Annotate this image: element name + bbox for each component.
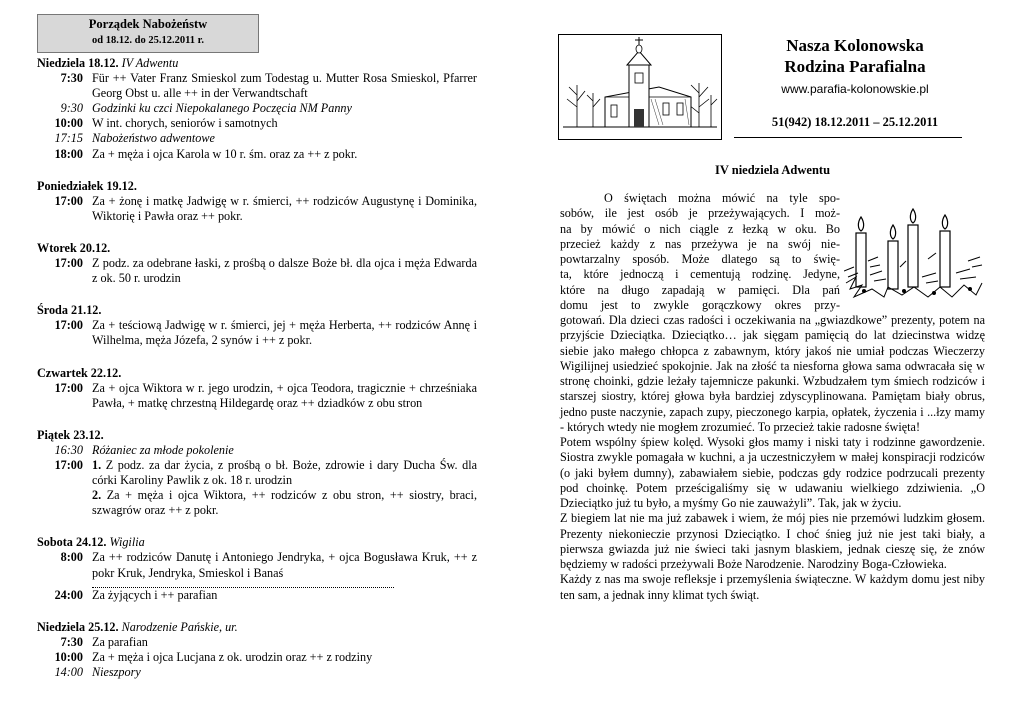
intention-text: Za + ojca Wiktora w r. jego urodzin, + ojca Teodora, tragicznie + chrześniaka Pawła, + matkę chrzestną Hildegardę oraz ++ dziadków z obu stron [92, 380, 477, 410]
mass-time: 7:30 [60, 634, 83, 649]
day-note: Narodzenie Pańskie, ur. [121, 619, 238, 634]
mass-intention [83, 194, 477, 224]
mass-entry [37, 443, 477, 458]
schedule-day [37, 303, 477, 348]
masthead-title [730, 35, 980, 77]
mass-intention [83, 381, 477, 411]
day-note: IV Adwentu [121, 56, 179, 70]
mass-entry [37, 147, 477, 162]
mass-entry [37, 256, 477, 286]
mass-time: 17:15 [54, 131, 83, 146]
mass-entry [37, 650, 477, 665]
article-intro-line: powtarzalny sposób. Może dlatego są to świę- [560, 252, 840, 266]
mass-entry [37, 116, 477, 131]
article-paragraph-3: Z biegiem lat nie ma już zabawek i wiem, że mój pies nie przemówi ludzkim głosem. Prezenty niekonieczie przynosi Dzieciątko. I choć śnieg już nie jest taki biały, a pierwsza gwiazda już nie świeci taki jasnym blaskiem, jednak cieszę się, że znów będziemy w radości przeżywali Boże Narodzenie. Narodziny Boga-Człowieka. [560, 511, 985, 571]
intention-number: 2. [92, 488, 102, 503]
day-date: Piątek 23.12. [37, 427, 104, 442]
schedule-title: Porządek Nabożeństw [88, 17, 208, 31]
article-body [560, 191, 985, 603]
schedule-header-box [37, 14, 259, 53]
mass-entry [37, 71, 477, 101]
day-date: Środa 21.12. [37, 303, 102, 318]
mass-time: 17:00 [54, 256, 83, 271]
article-intro-line: przecież każdy z nas przeżywa je na swój nie- [560, 236, 840, 251]
day-date: Niedziela 25.12. [37, 619, 119, 634]
schedule-day [37, 535, 477, 602]
mass-intention [83, 488, 477, 518]
schedule-day [37, 241, 477, 286]
intention-text: Za żyjących i ++ parafian [92, 587, 218, 602]
mass-time [37, 488, 83, 518]
day-title [37, 56, 477, 71]
day-title [37, 366, 477, 381]
mass-time: 7:30 [60, 71, 83, 86]
mass-intention [83, 550, 477, 580]
mass-time: 8:00 [60, 550, 83, 565]
day-date: Niedziela 18.12. [37, 56, 119, 70]
day-title [37, 428, 477, 443]
mass-time: 17:00 [54, 457, 83, 472]
mass-intention [83, 318, 477, 348]
article-paragraph-2: Potem wspólny śpiew kolęd. Wysoki głos mamy i niski taty i rodzinne gawordzenie. Siostra zwykle pomagała w kuchni, a ja uczestniczyłem w małej konspiracji rodziców (o jaki byłem dumny), zabawiałem siebie, podczas gdy rodzice podrzucali prezenty pod choinkę. Potem prześcigaliśmy się w udawaniu wielkiego zdziwienia. „O Dzieciątko już tu było, a myśmy Go nie zauważyli”. Tak, jak w życiu. [560, 435, 985, 510]
mass-intention [83, 101, 477, 116]
masthead-title-line1: Nasza Kolonowska [786, 36, 924, 55]
article-intro-line: sobów, ile jest osób je przeżywających. I moż- [560, 206, 840, 221]
intention-text: Za + męża i ojca Lucjana z ok. urodzin oraz ++ z rodziny [92, 649, 373, 664]
mass-entry [37, 318, 477, 348]
intention-text: Godzinki ku czci Niepokalanego Poczęcia NM Panny [92, 101, 352, 116]
mass-intention [83, 458, 477, 488]
intention-text: Za + męża i ojca Karola w 10 r. śm. oraz za ++ z pokr. [92, 146, 358, 161]
parish-website-link[interactable]: www.parafia-kolonowskie.pl [781, 82, 929, 96]
day-title [37, 241, 477, 256]
mass-intention [83, 650, 477, 665]
article-title: IV niedziela Adwentu [714, 163, 831, 177]
mass-intention [83, 443, 477, 458]
mass-entry [37, 550, 477, 580]
day-date: Czwartek 22.12. [37, 365, 122, 380]
mass-time: 9:30 [60, 101, 83, 116]
day-date: Sobota 24.12. [37, 535, 107, 550]
article-intro-line: które na długo zapadają w pamięci. Dla pań [560, 282, 840, 297]
intention-text: W int. chorych, seniorów i samotnych [92, 116, 278, 131]
intention-text: Różaniec za młode pokolenie [92, 442, 234, 457]
day-title [37, 303, 477, 318]
schedule-day [37, 620, 477, 680]
masthead-title-line2: Rodzina Parafialna [784, 57, 926, 76]
intention-text: Za + męża i ojca Wiktora, ++ rodziców z obu stron, ++ siostry, braci, szwagrów oraz ++ z pokr. [92, 488, 477, 518]
intention-text: Za + żonę i matkę Jadwigę w r. śmierci, ++ rodziców Augustynę i Dominika, Wiktorię i Pawła oraz ++ pokr. [92, 193, 477, 223]
day-title [37, 179, 477, 194]
schedule-day [37, 179, 477, 224]
article-paragraph-4: Każdy z nas ma swoje refleksje i przemyślenia świąteczne. W każdym domu jest niby ten sam, a jednak inny klimat tych świąt. [560, 572, 985, 602]
intention-text: Za ++ rodziców Danutę i Antoniego Jendryka, + ojca Bogusława Kruk, ++ z pokr Kruk, Jendryka, Smieskol i Banaś [92, 550, 477, 580]
mass-entry [37, 381, 477, 411]
mass-intention [83, 256, 477, 286]
intention-text: Z podz. za dar życia, z prośbą o bł. Boże, zdrowie i dary Ducha Św. dla córki Karoliny Pawlik z ok. 18 r. urodzin [92, 457, 477, 488]
mass-entry [37, 588, 477, 603]
mass-time: 17:00 [54, 380, 83, 395]
article-paragraph-1-rest: gotowań. Dla dzieci czas radości i oczekiwania na „gwiazdkowe” prezenty, potem na przyjście Dzieciątka. Dzieciątko… jak sięgam pamięcią do lat dziecinstwa widzę siebie jako małego chłopca z zabawnym, który jakoś nie umiał podczas Wieczerzy Wigilijnej usiedzieć spokojnie. Jak na złość ta niesforna głowa sama odwracała się w stronę choinki, gdzie leżały tajemnicze pakunki. Wzbudzałem tym śmiech rodziców i starszej siostry, której głowa była bardziej zdyscyplinowana. Pamiętam biały obrus, jedno puste naczynie, zapach zupy, pieczonego karpia, opłatek, życzenia i ...łzy mamy - których wtedy nie mogłem zrozumieć. To przecież takie radosne święta! [560, 313, 985, 434]
mass-time: 24:00 [54, 587, 83, 602]
schedule-day [37, 366, 477, 411]
mass-entry [37, 458, 477, 488]
mass-entry [37, 101, 477, 116]
day-note: Wigilia [109, 535, 145, 550]
article-intro-line: O świętach można mówić na tyle spo- [604, 191, 840, 205]
masthead-divider [734, 137, 962, 138]
mass-intention [83, 635, 477, 650]
article-intro-lines [560, 191, 840, 313]
intention-number: 1. [92, 457, 102, 472]
day-date: Poniedziałek 19.12. [37, 178, 137, 193]
schedule-dates: od 18.12. do 25.12.2011 r. [92, 35, 204, 46]
intention-text: Nabożeństwo adwentowe [92, 131, 215, 146]
day-date: Wtorek 20.12. [37, 240, 111, 255]
mass-time: 17:00 [54, 193, 83, 208]
mass-intention [83, 71, 477, 101]
intention-text: Za parafian [92, 634, 148, 649]
dotted-separator [92, 581, 394, 588]
article-intro-line: ta, które jednoczą i cementują rodzinę. Jedyne, [560, 267, 840, 282]
issue-number: 51(942) 18.12.2011 – 25.12.2011 [771, 115, 939, 129]
mass-entry [37, 665, 477, 680]
mass-time: 10:00 [54, 116, 83, 131]
schedule-day [37, 428, 477, 519]
schedule-day [37, 56, 477, 162]
mass-entry [37, 194, 477, 224]
intention-text: Nieszpory [92, 665, 141, 679]
day-title [37, 535, 477, 550]
mass-time: 14:00 [54, 665, 83, 679]
mass-time: 18:00 [54, 146, 83, 161]
mass-intention [83, 116, 477, 131]
mass-entry [37, 635, 477, 650]
mass-entry [37, 488, 477, 518]
article-intro-line: na by mówić o nich ciągle z łezką w oku. Bo [560, 221, 840, 236]
day-title [37, 620, 477, 635]
intention-text: Für ++ Vater Franz Smieskol zum Todestag u. Mutter Rosa Smieskol, Pfarrer Georg Obst u. alle ++ in der Verwandtschaft [92, 71, 477, 101]
mass-intention [83, 665, 477, 680]
church-drawing-icon [558, 34, 722, 140]
intention-text: Z podz. za odebrane łaski, z prośbą o dalsze Boże bł. dla ojca i męża Edwarda z ok. 50 r. urodzin [92, 256, 477, 286]
article-intro-line: domu jest to zwykle gorączkowy okres przy- [560, 297, 840, 312]
mass-intention [83, 147, 477, 162]
mass-time: 17:00 [54, 318, 83, 333]
mass-intention [83, 588, 477, 603]
mass-intention [83, 131, 477, 146]
mass-time: 16:30 [54, 442, 83, 457]
schedule-list [37, 56, 477, 680]
mass-entry [37, 131, 477, 146]
intention-text: Za + teściową Jadwigę w r. śmierci, jej + męża Herberta, ++ rodziców Annę i Wilhelma, męża Józefa, 2 synów i ++ z pokr. [92, 318, 477, 348]
mass-time: 10:00 [54, 649, 83, 664]
